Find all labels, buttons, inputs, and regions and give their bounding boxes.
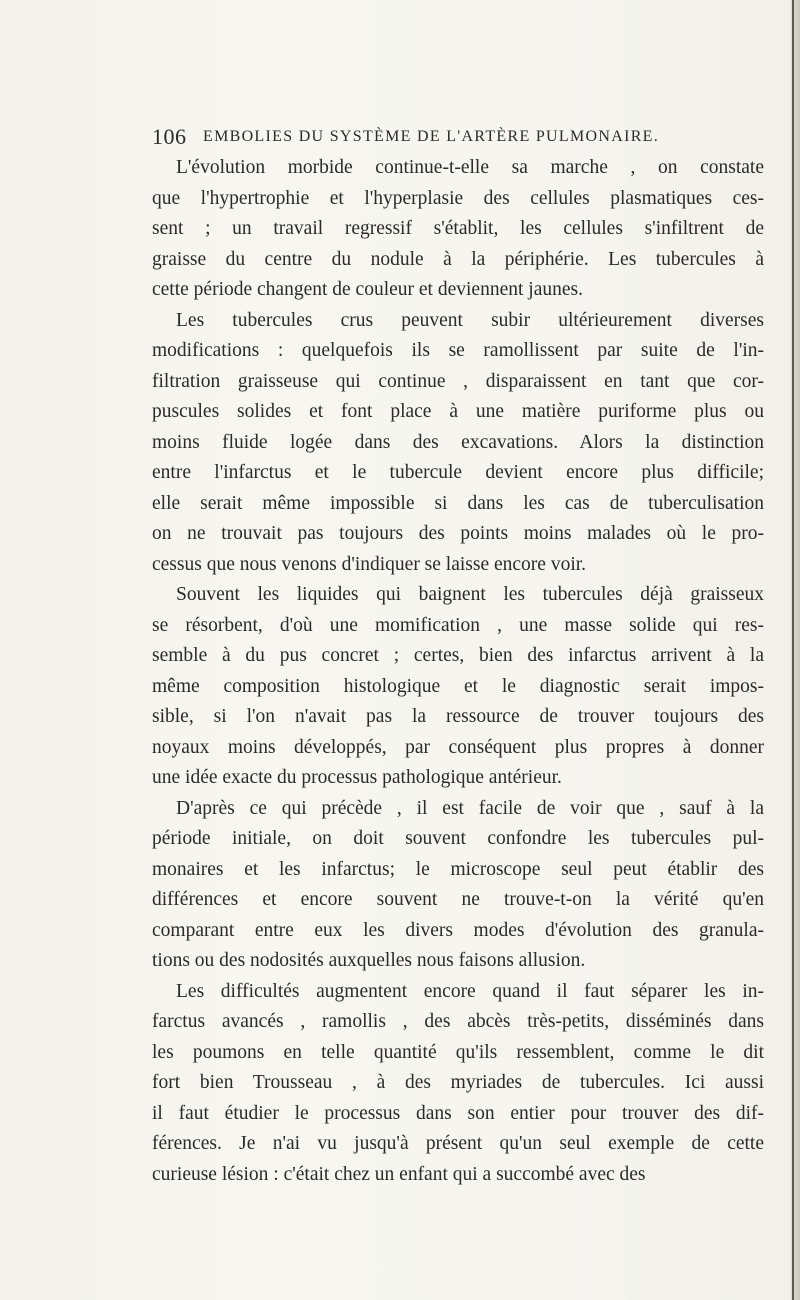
- text-line: même composition histologique et le diagnostic serait impos-: [152, 675, 764, 697]
- text-line: moins fluide logée dans des excavations. Alors la distinction: [152, 431, 764, 453]
- text-line: Souvent les liquides qui baignent les tubercules déjà graisseux: [176, 584, 764, 605]
- paragraph: [152, 794, 764, 977]
- text-line: les poumons en telle quantité qu'ils ressemblent, comme le dit: [152, 1041, 764, 1063]
- text-line: noyaux moins développés, par conséquent plus propres à donner: [152, 736, 764, 758]
- text-line: farctus avancés , ramollis , des abcès très-petits, disséminés dans: [152, 1011, 764, 1032]
- text-line: filtration graisseuse qui continue , disparaissent en tant que cor-: [152, 370, 764, 392]
- text-line: Les difficultés augmentent encore quand il faut séparer les in-: [176, 980, 764, 1002]
- text-line: semble à du pus concret ; certes, bien des infarctus arrivent à la: [152, 645, 764, 666]
- text-line: cette période changent de couleur et deviennent jaunes.: [152, 279, 583, 300]
- page-header: [152, 124, 752, 154]
- text-line: sent ; un travail regressif s'établit, les cellules s'infiltrent de: [152, 218, 764, 239]
- text-line: cessus que nous venons d'indiquer se laisse encore voir.: [152, 553, 587, 575]
- text-line: sible, si l'on n'avait pas la ressource de trouver toujours des: [152, 706, 764, 727]
- text-line: férences. Je n'ai vu jusqu'à présent qu'un seul exemple de cette: [152, 1133, 764, 1154]
- paragraph: [152, 977, 764, 1191]
- text-line: graisse du centre du nodule à la périphérie. Les tubercules à: [152, 248, 764, 270]
- text-line: il faut étudier le processus dans son entier pour trouver des dif-: [152, 1102, 764, 1124]
- text-line: entre l'infarctus et le tubercule devient encore plus difficile;: [152, 462, 764, 483]
- text-line: modifications : quelquefois ils se ramollissent par suite de l'in-: [152, 340, 764, 361]
- running-title: EMBOLIES DU SYSTÈME DE L'ARTÈRE PULMONAIRE.: [203, 128, 660, 145]
- body-text: [152, 153, 764, 1185]
- text-line: D'après ce qui précède , il est facile de voir que , sauf à la: [176, 797, 764, 819]
- text-line: comparant entre eux les divers modes d'évolution des granula-: [152, 919, 764, 941]
- text-line: Les tubercules crus peuvent subir ultérieurement diverses: [176, 309, 764, 331]
- text-line: L'évolution morbide continue-t-elle sa marche , on constate: [176, 157, 764, 178]
- text-line: période initiale, on doit souvent confondre les tubercules pul-: [152, 828, 764, 849]
- page-number: 106: [152, 124, 187, 149]
- text-line: que l'hypertrophie et l'hyperplasie des cellules plasmatiques ces-: [152, 187, 764, 209]
- text-line: fort bien Trousseau , à des myriades de tubercules. Ici aussi: [152, 1072, 764, 1093]
- text-line: elle serait même impossible si dans les cas de tuberculisation: [152, 492, 764, 514]
- page-edge-line: [792, 0, 794, 1300]
- paragraph: [152, 580, 764, 794]
- text-line: tions ou des nodosités auxquelles nous faisons allusion.: [152, 950, 586, 971]
- text-line: curieuse lésion : c'était chez un enfant qui a succombé avec des: [152, 1163, 646, 1185]
- text-line: différences et encore souvent ne trouve-t-on la vérité qu'en: [152, 889, 764, 910]
- text-line: on ne trouvait pas toujours des points moins malades où le pro-: [152, 523, 764, 544]
- text-line: monaires et les infarctus; le microscope seul peut établir des: [152, 858, 764, 880]
- text-line: une idée exacte du processus pathologique antérieur.: [152, 767, 562, 788]
- paragraph: [152, 153, 764, 306]
- text-line: se résorbent, d'où une momification , une masse solide qui res-: [152, 614, 764, 636]
- paragraph: [152, 306, 764, 581]
- text-line: puscules solides et font place à une matière puriforme plus ou: [152, 401, 764, 422]
